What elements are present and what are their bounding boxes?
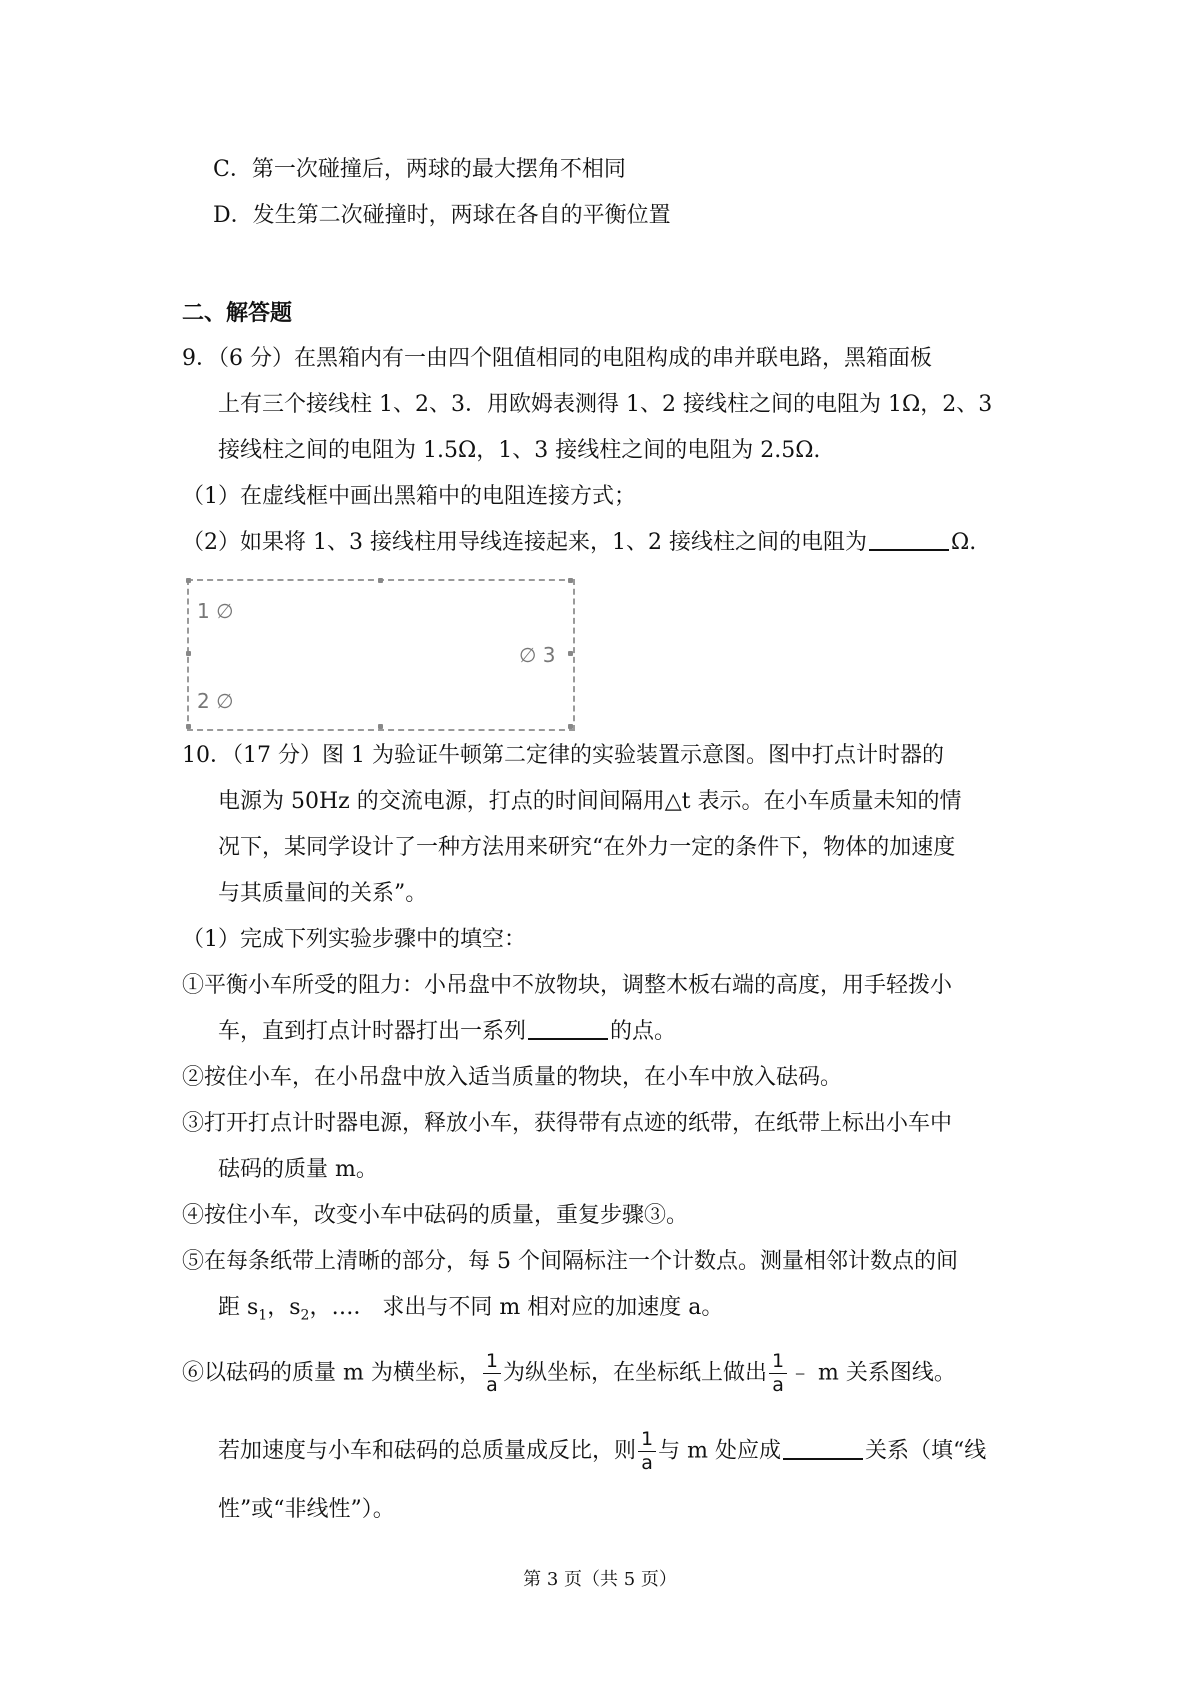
terminal-1: 1 ∅ (197, 599, 234, 623)
step-6b-text2: 与 m 处应成 (658, 1438, 781, 1464)
q10-sub1: （1）完成下列实验步骤中的填空： (182, 927, 526, 952)
q10-line2: 电源为 50Hz 的交流电源，打点的时间间隔用△t 表示。在小车质量未知的情 (218, 789, 962, 814)
step-1b-text: 车，直到打点计时器打出一系列 (218, 1019, 527, 1044)
page-footer: 第 3 页（共 5 页） (523, 1569, 677, 1590)
step-5b-post: ，…． 求出与不同 m 相对应的加速度 a。 (309, 1295, 724, 1320)
step-6a-text1: ⑥以砝码的质量 m 为横坐标， (182, 1360, 481, 1386)
fraction-numerator: 1 (638, 1430, 656, 1452)
q9-sub2-text: （2）如果将 1、3 接线柱用导线连接起来，1、2 接线柱之间的电阻为 (182, 530, 867, 555)
fraction-numerator: 1 (769, 1352, 787, 1374)
q9-line3: 接线柱之间的电阻为 1.5Ω，1、3 接线柱之间的电阻为 2.5Ω. (218, 438, 821, 463)
step-6b (218, 1430, 986, 1473)
step-6b-text1: 若加速度与小车和砝码的总质量成反比，则 (218, 1438, 637, 1464)
q9-sub1: （1）在虚线框中画出黑箱中的电阻连接方式； (182, 484, 636, 509)
fraction-1-over-a (769, 1352, 787, 1395)
step-3b: 砝码的质量 m。 (218, 1157, 378, 1182)
terminal-3: ∅ 3 (519, 643, 556, 667)
answer-blank[interactable] (528, 1016, 608, 1040)
step-4: ④按住小车，改变小车中砝码的质量，重复步骤③。 (182, 1203, 689, 1228)
q9-line1: 9．（6 分）在黑箱内有一由四个阻值相同的电阻构成的串并联电路，黑箱面板 (182, 346, 932, 371)
step-5b-sub2: 2 (300, 1307, 310, 1324)
option-d: D．发生第二次碰撞时，两球在各自的平衡位置 (213, 203, 671, 228)
q10-line3: 况下，某同学设计了一种方法用来研究“在外力一定的条件下，物体的加速度 (218, 835, 956, 860)
fraction-denominator: a (641, 1452, 653, 1474)
fraction-numerator: 1 (483, 1352, 501, 1374)
step-1b (218, 1016, 676, 1048)
answer-blank[interactable] (783, 1436, 863, 1460)
step-5a: ⑤在每条纸带上清晰的部分，每 5 个间隔标注一个计数点。测量相邻计数点的间 (182, 1249, 958, 1274)
step-6a-text3: ﹣ m 关系图线。 (789, 1360, 956, 1386)
step-2: ②按住小车，在小吊盘中放入适当质量的物块，在小车中放入砝码。 (182, 1065, 843, 1090)
q10-line4: 与其质量间的关系”。 (218, 881, 428, 906)
step-1b-end: 的点。 (610, 1019, 677, 1044)
fraction-denominator: a (772, 1374, 784, 1396)
step-5b (218, 1292, 723, 1331)
black-box-diagram (187, 579, 575, 731)
option-c: C．第一次碰撞后，两球的最大摆角不相同 (213, 157, 626, 182)
step-5b-pre: 距 s (218, 1295, 259, 1320)
step-6a (182, 1352, 956, 1395)
step-5b-sub1: 1 (258, 1307, 268, 1324)
fraction-denominator: a (486, 1374, 498, 1396)
step-6b-text3: 关系（填“线 (864, 1438, 987, 1464)
fraction-1-over-a (483, 1352, 501, 1395)
step-5b-mid: ，s (267, 1295, 301, 1320)
fraction-1-over-a (638, 1430, 656, 1473)
q9-sub2 (182, 527, 976, 559)
step-6a-text2: 为纵坐标，在坐标纸上做出 (502, 1360, 767, 1386)
step-1a: ①平衡小车所受的阻力：小吊盘中不放物块，调整木板右端的高度，用手轻拨小 (182, 973, 953, 998)
answer-blank[interactable] (869, 527, 949, 551)
step-6c: 性”或“非线性”）。 (218, 1497, 395, 1522)
q9-sub2-unit: Ω. (950, 530, 977, 555)
section-title: 二、解答题 (182, 300, 293, 326)
q10-line1: 10．（17 分）图 1 为验证牛顿第二定律的实验装置示意图。图中打点计时器的 (182, 743, 944, 768)
step-3a: ③打开打点计时器电源，释放小车，获得带有点迹的纸带，在纸带上标出小车中 (182, 1111, 953, 1136)
terminal-2: 2 ∅ (197, 689, 234, 713)
q9-line2: 上有三个接线柱 1、2、3．用欧姆表测得 1、2 接线柱之间的电阻为 1Ω，2、3 (218, 392, 993, 417)
